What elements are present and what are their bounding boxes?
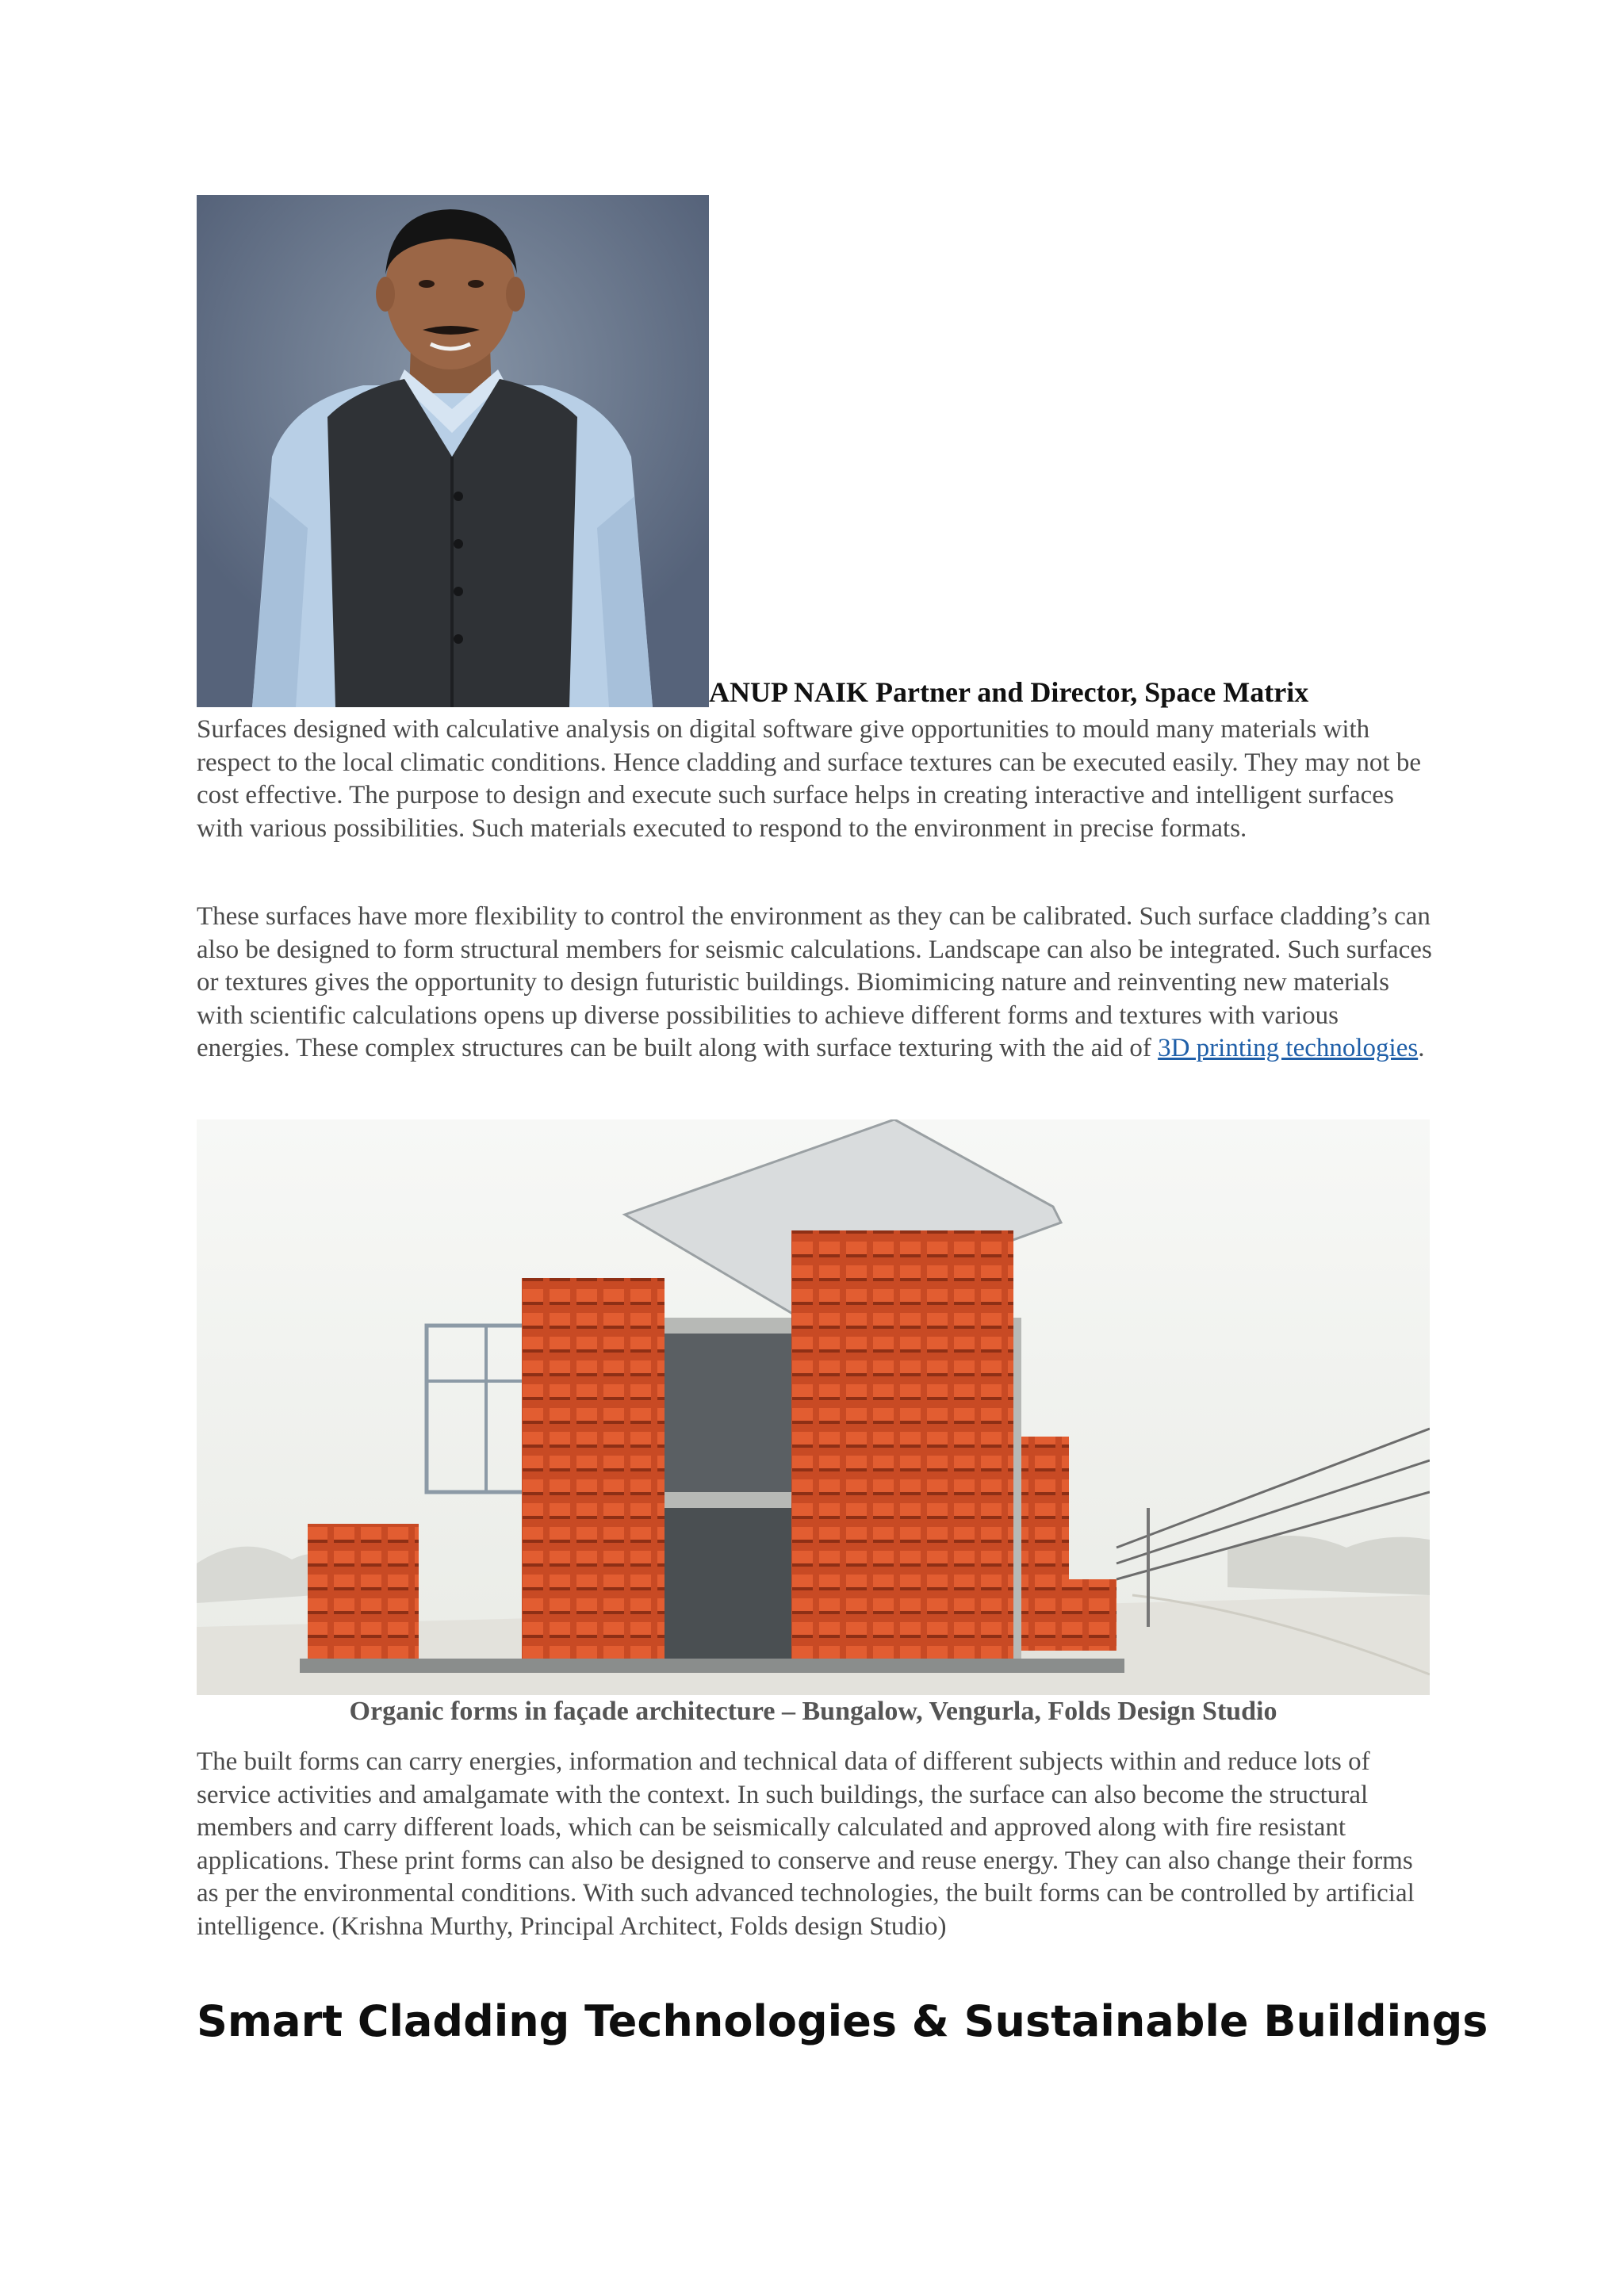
body-paragraph-1: Surfaces designed with calculative analysis on digital software give opportunities to mould many materials with respect to the local climatic conditions. Hence cladding and surface textures can be executed easily. They may not be cost effective. The purpose to design and execute such surface helps in creating interactive and intelligent surfaces with various possibilities. Such materials executed to respond to the environment in precise formats. bbox=[197, 715, 1421, 843]
body-paragraph-3: The built forms can carry energies, information and technical data of different subjects within and reduce lots of service activities and amalgamate with the context. In such buildings, the surface can also become the structural members and carry different loads, which can be seismically calculated and approved along with fire resistant applications. These print forms can also be designed to conserve and reuse energy. They can also change their forms as per the environmental conditions. With such advanced technologies, the built forms can be controlled by artificial intelligence. (Krishna Murthy, Principal Architect, Folds design Studio) bbox=[197, 1747, 1415, 1941]
paragraph-2-end: . bbox=[1418, 1034, 1425, 1062]
body-paragraph-2 bbox=[197, 901, 1434, 1066]
3d-printing-link[interactable]: 3D printing technologies bbox=[1158, 1034, 1419, 1062]
author-name-caption: ANUP NAIK Partner and Director, Space Matrix bbox=[709, 676, 1309, 708]
paragraph-2-text: These surfaces have more flexibility to control the environment as they can be calibrated. Such surface cladding’s can also be designed to form structural members for seismic calculations. Landscape can also be integrated. Such surfaces or textures gives the opportunity to design futuristic buildings. Biomimicing nature and reinventing new materials with scientific calculations opens up diverse possibilities to achieve different forms and textures with various energies. These complex structures can be built along with surface texturing with the aid of bbox=[197, 902, 1432, 1062]
building-photo bbox=[197, 1119, 1430, 1695]
section-heading: Smart Cladding Technologies & Sustainable Buildings bbox=[197, 1996, 1488, 2046]
figure-caption: Organic forms in façade architecture – Bungalow, Vengurla, Folds Design Studio bbox=[349, 1697, 1277, 1726]
portrait-photo bbox=[197, 195, 709, 707]
